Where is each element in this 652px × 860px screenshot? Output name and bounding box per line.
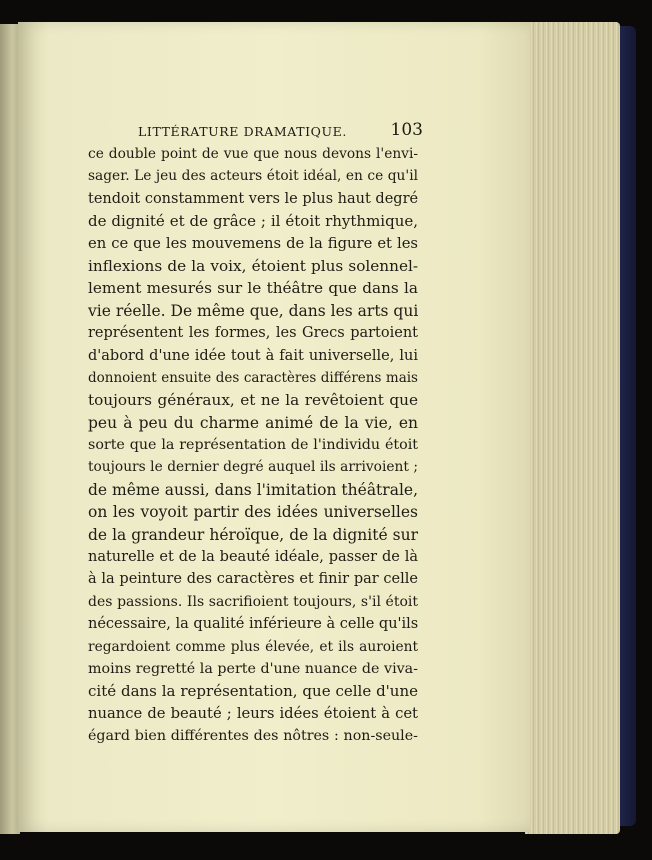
text-line: regardoient comme plus élevée, et ils auroient <box>88 638 418 655</box>
text-line: représentent les formes, les Grecs partoient <box>88 325 418 342</box>
text-line: de même aussi, dans l'imitation théâtrale, <box>88 480 418 499</box>
text-line: cité dans la représentation, que celle d'une <box>88 682 418 701</box>
body-text <box>88 143 418 748</box>
text-line: de dignité et de grâce ; il étoit rhythmique, <box>88 212 418 231</box>
text-line: naturelle et de la beauté idéale, passer de là <box>88 549 418 566</box>
text-line: inflexions de la voix, étoient plus solennel- <box>88 256 418 275</box>
text-line: des passions. Ils sacrifioient toujours, s'il étoit <box>88 593 418 610</box>
facing-page-edge <box>0 24 20 834</box>
page-number: 103 <box>390 120 423 140</box>
book-page <box>18 22 530 832</box>
text-line: sorte que la représentation de l'individu étoit <box>88 437 418 454</box>
text-line: moins regretté la perte d'une nuance de viva- <box>88 660 418 677</box>
text-line: toujours le dernier degré auquel ils arrivoient ; <box>88 459 418 476</box>
text-line: lement mesurés sur le théâtre que dans la <box>88 279 418 298</box>
text-line: vie réelle. De même que, dans les arts qui <box>88 301 419 320</box>
running-title: LITTÉRATURE DRAMATIQUE. <box>138 124 347 139</box>
text-line: donnoient ensuite des caractères différens mais <box>88 369 418 386</box>
text-line: nuance de beauté ; leurs idées étoient à cet <box>88 704 418 722</box>
text-line: d'abord d'une idée tout à fait universelle, lui <box>88 347 418 364</box>
text-line: en ce que les mouvemens de la figure et les <box>88 234 418 252</box>
page-edges <box>525 22 620 834</box>
text-line: ce double point de vue que nous devons l'envi- <box>88 146 418 162</box>
text-line: toujours généraux, et ne la revêtoient que <box>88 391 418 410</box>
text-line: nécessaire, la qualité inférieure à celle qu'ils <box>88 616 419 633</box>
text-line: sager. Le jeu des acteurs étoit idéal, en ce qu'il <box>88 168 418 185</box>
page-header <box>138 122 423 142</box>
text-line: peu à peu du charme animé de la vie, en <box>88 413 418 432</box>
text-line: à la peinture des caractères et finir par celle <box>88 571 418 588</box>
text-line: tendoit constamment vers le plus haut degré <box>88 190 419 207</box>
text-line: égard bien différentes des nôtres : non-seule- <box>88 728 418 745</box>
text-line: de la grandeur héroïque, de la dignité sur <box>88 525 418 544</box>
text-line: on les voyoit partir des idées universelles <box>88 503 418 522</box>
